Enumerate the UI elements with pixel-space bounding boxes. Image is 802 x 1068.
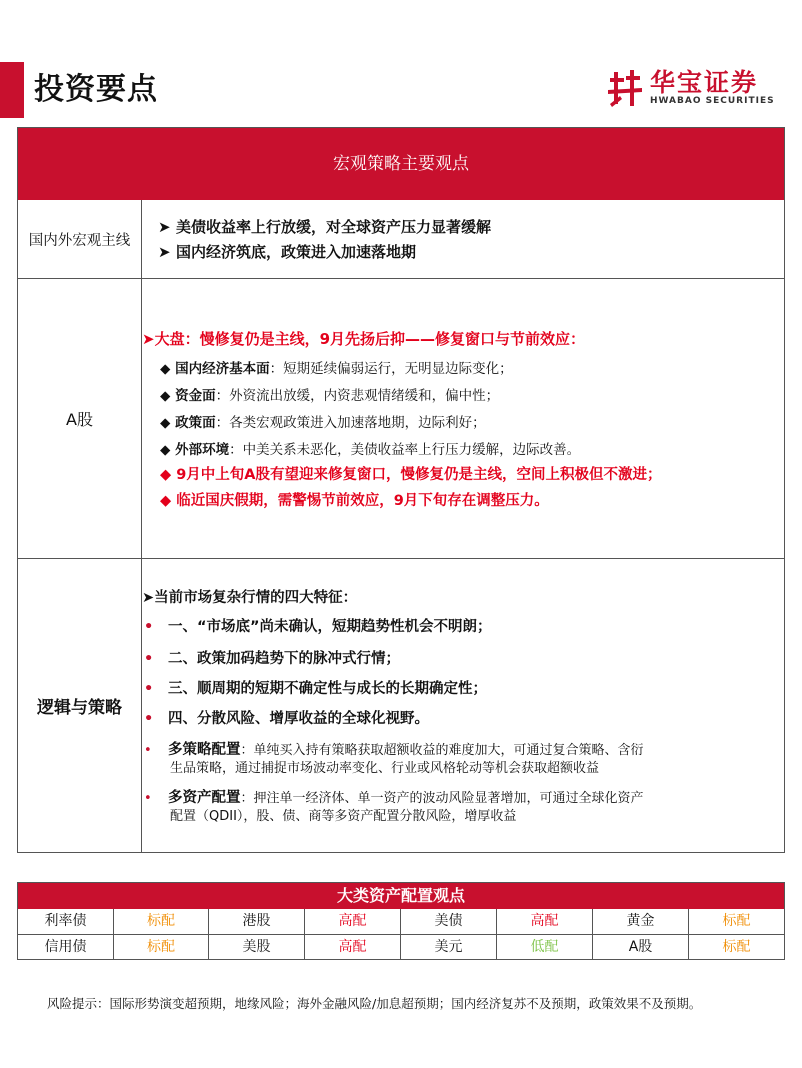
strategy-multi-strategy-cont: 生品策略，通过捕捉市场波动率变化、行业或风格轮动等机会获取超额收益 <box>170 761 600 776</box>
strategy-multi-asset-cont: 配置（QDII），股、债、商等多资产配置分散风险，增厚收益 <box>170 809 517 824</box>
row3-label-text: 逻辑与策略 <box>37 697 122 718</box>
arrow-bullet-icon: ➤ <box>158 243 171 261</box>
a-share-point-3: ◆ 政策面：各类宏观政策进入加速落地期，边际利好； <box>160 415 486 431</box>
macro-item-2: ➤ 国内经济筑底，政策进入加速落地期 <box>158 243 417 261</box>
logo-name-cn: 华宝证券 <box>650 68 759 97</box>
diamond-bullet-icon: ◆ <box>160 415 176 431</box>
asset-view: 标配 <box>722 939 751 955</box>
a-share-point-4: ◆ 外部环境：中美关系未恶化，美债收益率上行压力缓解，边际改善。 <box>160 442 581 458</box>
strategy-multi-strategy: • 多策略配置：单纯买入持有策略获取超额收益的难度加大，可通过复合策略、含衍 <box>144 742 644 758</box>
a-share-highlight-1: ◆ 9月中上旬A股有望迎来修复窗口，慢修复仍是主线，空间上积极但不激进； <box>160 467 662 483</box>
dot-bullet-icon: • <box>144 651 154 667</box>
title-accent-bar <box>0 62 24 118</box>
asset-name: 信用债 <box>18 935 114 960</box>
asset-view: 标配 <box>114 909 209 934</box>
dot-bullet-icon: • <box>144 711 154 727</box>
dot-bullet-icon: • <box>144 791 152 806</box>
logo-name-en: HWABAO SECURITIES <box>650 96 775 106</box>
diamond-bullet-icon: ◆ <box>160 442 176 458</box>
diamond-bullet-icon: ◆ <box>160 388 176 404</box>
diamond-bullet-icon: ◆ <box>160 493 177 509</box>
dot-bullet-icon: • <box>144 681 154 697</box>
dot-bullet-icon: • <box>144 619 154 635</box>
asset-name: 美股 <box>209 935 305 960</box>
row1-label-text: 国内外宏观主线 <box>28 232 131 249</box>
feature-4: • 四、分散风险、增厚收益的全球化视野。 <box>144 711 429 727</box>
asset-name: 美元 <box>401 935 497 960</box>
asset-name: 美债 <box>401 909 497 934</box>
dot-bullet-icon: • <box>144 743 152 758</box>
arrow-bullet-icon: ➤ <box>142 330 155 348</box>
macro-table-title: 宏观策略主要观点 <box>18 128 784 200</box>
feature-2: • 二、政策加码趋势下的脉冲式行情； <box>144 651 400 667</box>
row-label-a-share <box>18 278 142 558</box>
allocation-row-2 <box>18 935 784 960</box>
asset-name: 港股 <box>209 909 305 934</box>
asset-name: 黄金 <box>593 909 689 934</box>
asset-view: 高配 <box>305 935 401 960</box>
a-share-highlight-2: ◆ 临近国庆假期，需警惕节前效应，9月下旬存在调整压力。 <box>160 493 549 509</box>
diamond-bullet-icon: ◆ <box>160 361 176 377</box>
company-logo <box>606 68 792 108</box>
arrow-bullet-icon: ➤ <box>142 590 155 606</box>
a-share-point-1: ◆ 国内经济基本面：短期延续偏弱运行，无明显边际变化； <box>160 361 513 377</box>
asset-view: 低配 <box>497 935 593 960</box>
asset-name: 利率债 <box>18 909 114 934</box>
row-label-logic-strategy <box>18 558 142 852</box>
row-content-macro <box>142 200 784 278</box>
asset-view: 高配 <box>497 909 593 934</box>
macro-item-1: ➤ 美债收益率上行放缓，对全球资产压力显著缓解 <box>158 218 492 236</box>
logic-headline: ➤当前市场复杂行情的四大特征： <box>142 590 358 606</box>
feature-3: • 三、顺周期的短期不确定性与成长的长期确定性； <box>144 681 487 697</box>
row-label-macro <box>18 200 142 278</box>
strategy-multi-asset: • 多资产配置：押注单一经济体、单一资产的波动风险显著增加，可通过全球化资产 <box>144 790 644 806</box>
arrow-bullet-icon: ➤ <box>158 218 171 236</box>
macro-strategy-table <box>17 127 785 853</box>
page-title: 投资要点 <box>34 72 158 107</box>
asset-view: 高配 <box>305 909 401 934</box>
allocation-row-1 <box>18 909 784 935</box>
row-content-a-share <box>142 278 784 558</box>
diamond-bullet-icon: ◆ <box>160 467 177 483</box>
row2-label-text: A股 <box>66 409 93 429</box>
risk-disclaimer: 风险提示：国际形势演变超预期，地缘风险；海外金融风险/加息超预期；国内经济复苏不及预期，政策效果不及预期。 <box>47 996 702 1011</box>
asset-allocation-table <box>17 882 785 960</box>
asset-name: A股 <box>593 935 689 960</box>
asset-view: 标配 <box>114 935 209 960</box>
asset-view: 标配 <box>722 913 751 929</box>
a-share-headline: ➤大盘：慢修复仍是主线，9月先扬后抑——修复窗口与节前效应： <box>142 330 586 348</box>
row-content-logic-strategy <box>142 558 784 852</box>
feature-1: • 一、“市场底”尚未确认，短期趋势性机会不明朗； <box>144 619 492 635</box>
a-share-point-2: ◆ 资金面：外资流出放缓，内资悲观情绪缓和，偏中性； <box>160 388 500 404</box>
allocation-title: 大类资产配置观点 <box>18 883 784 909</box>
hwabao-logo-icon <box>606 68 644 108</box>
